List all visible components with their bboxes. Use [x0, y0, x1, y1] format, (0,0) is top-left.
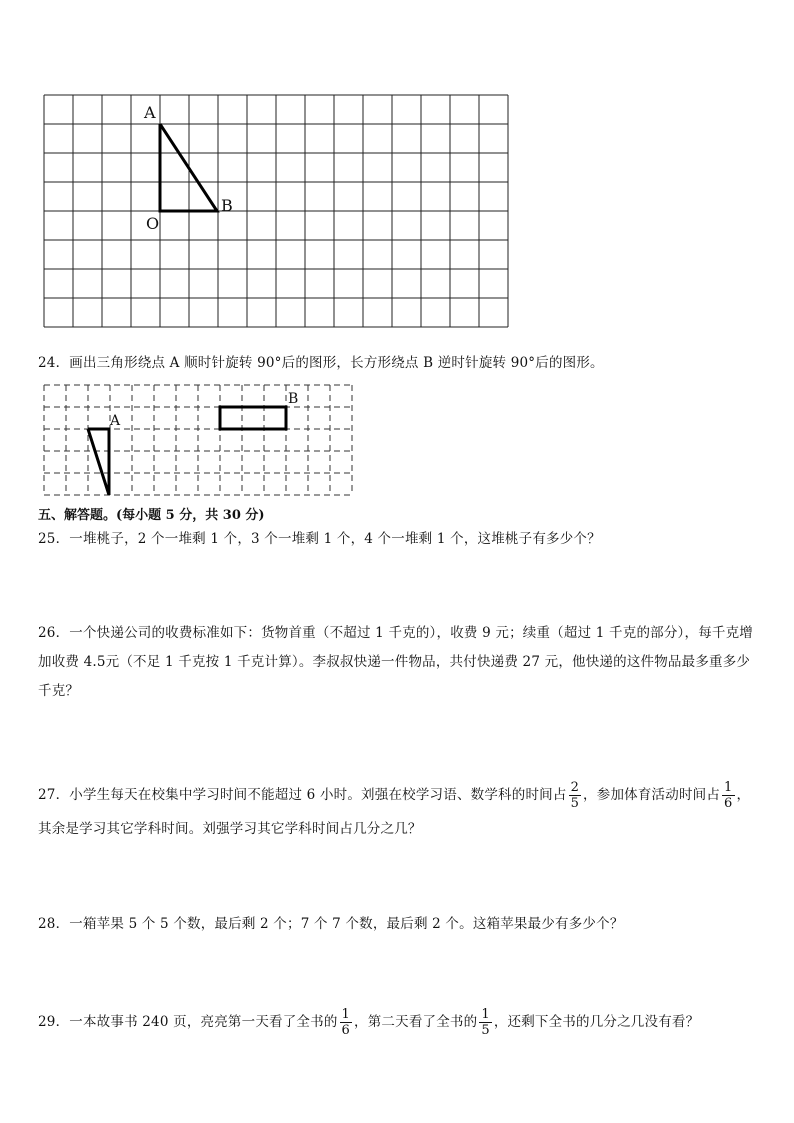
rotation-grid-figure: [0, 0, 794, 340]
question-26: [38, 619, 760, 706]
question-29-part3: ，还剩下全书的几分之几没有看？: [493, 1014, 700, 1030]
rectangle-point-b-label: B: [288, 391, 299, 407]
question-27: [38, 778, 760, 846]
triangle-point-a-label: A: [110, 413, 121, 429]
question-29-part1: 29．一本故事书 240 页，亮亮第一天看了全书的: [38, 1014, 338, 1030]
question-27-part1: 27．小学生每天在校集中学习时间不能超过 6 小时。刘强在校学习语、数学科的时间占: [38, 787, 567, 803]
point-b-label: B: [221, 196, 233, 215]
fraction-one-fifth: $\frac{1}{5}$: [481, 1007, 490, 1038]
fraction-one-sixth-q29: $\frac{1}{6}$: [341, 1007, 351, 1038]
point-a-label: A: [144, 103, 156, 122]
question-26-text: 26．一个快递公司的收费标准如下：货物首重（不超过 1 千克的），收费 9 元；续重（超过 1 千克的部分），每千克增加收费 4.5元（不足 1 千克按 1 千克计算）。李叔叔快递一件物品，共付快递费 27 元，他快递的这件物品最多重多少千克？: [38, 625, 753, 699]
question-24: [38, 350, 760, 376]
triangle-shape: [88, 429, 109, 495]
question-28: [38, 911, 760, 937]
solid-grid: [44, 95, 508, 327]
rectangle-shape: [220, 407, 286, 429]
question-28-text: 28．一箱苹果 5 个 5 个数，最后剩 2 个；7 个 7 个数，最后剩 2 个。这箱苹果最少有多少个？: [38, 916, 624, 932]
question-25-text: 25．一堆桃子，2 个一堆剩 1 个，3 个一堆剩 1 个，4 个一堆剩 1 个，这堆桃子有多少个？: [38, 531, 601, 547]
question-29-part2: ，第二天看了全书的: [354, 1014, 478, 1030]
question-29: [38, 1005, 760, 1039]
fraction-two-fifths: $\frac{2}{5}$: [570, 780, 580, 811]
question-27-line2: 其余是学习其它学科时间。刘强学习其它学科时间占几分之几？: [38, 821, 422, 837]
point-o-label: O: [146, 214, 160, 233]
question-25: [38, 526, 760, 552]
question-24-text: 24．画出三角形绕点 A 顺时针旋转 90°后的图形，长方形绕点 B 逆时针旋转 90°后的图形。: [38, 355, 604, 371]
section-5-heading: 五、解答题。(每小题 5 分，共 30 分): [38, 508, 265, 523]
fraction-one-sixth: $\frac{1}{6}$: [724, 780, 733, 811]
question-27-part3: ，: [736, 787, 751, 803]
question-27-part2: ，参加体育活动时间占: [583, 787, 721, 803]
dashed-grid-figure: [0, 380, 794, 500]
